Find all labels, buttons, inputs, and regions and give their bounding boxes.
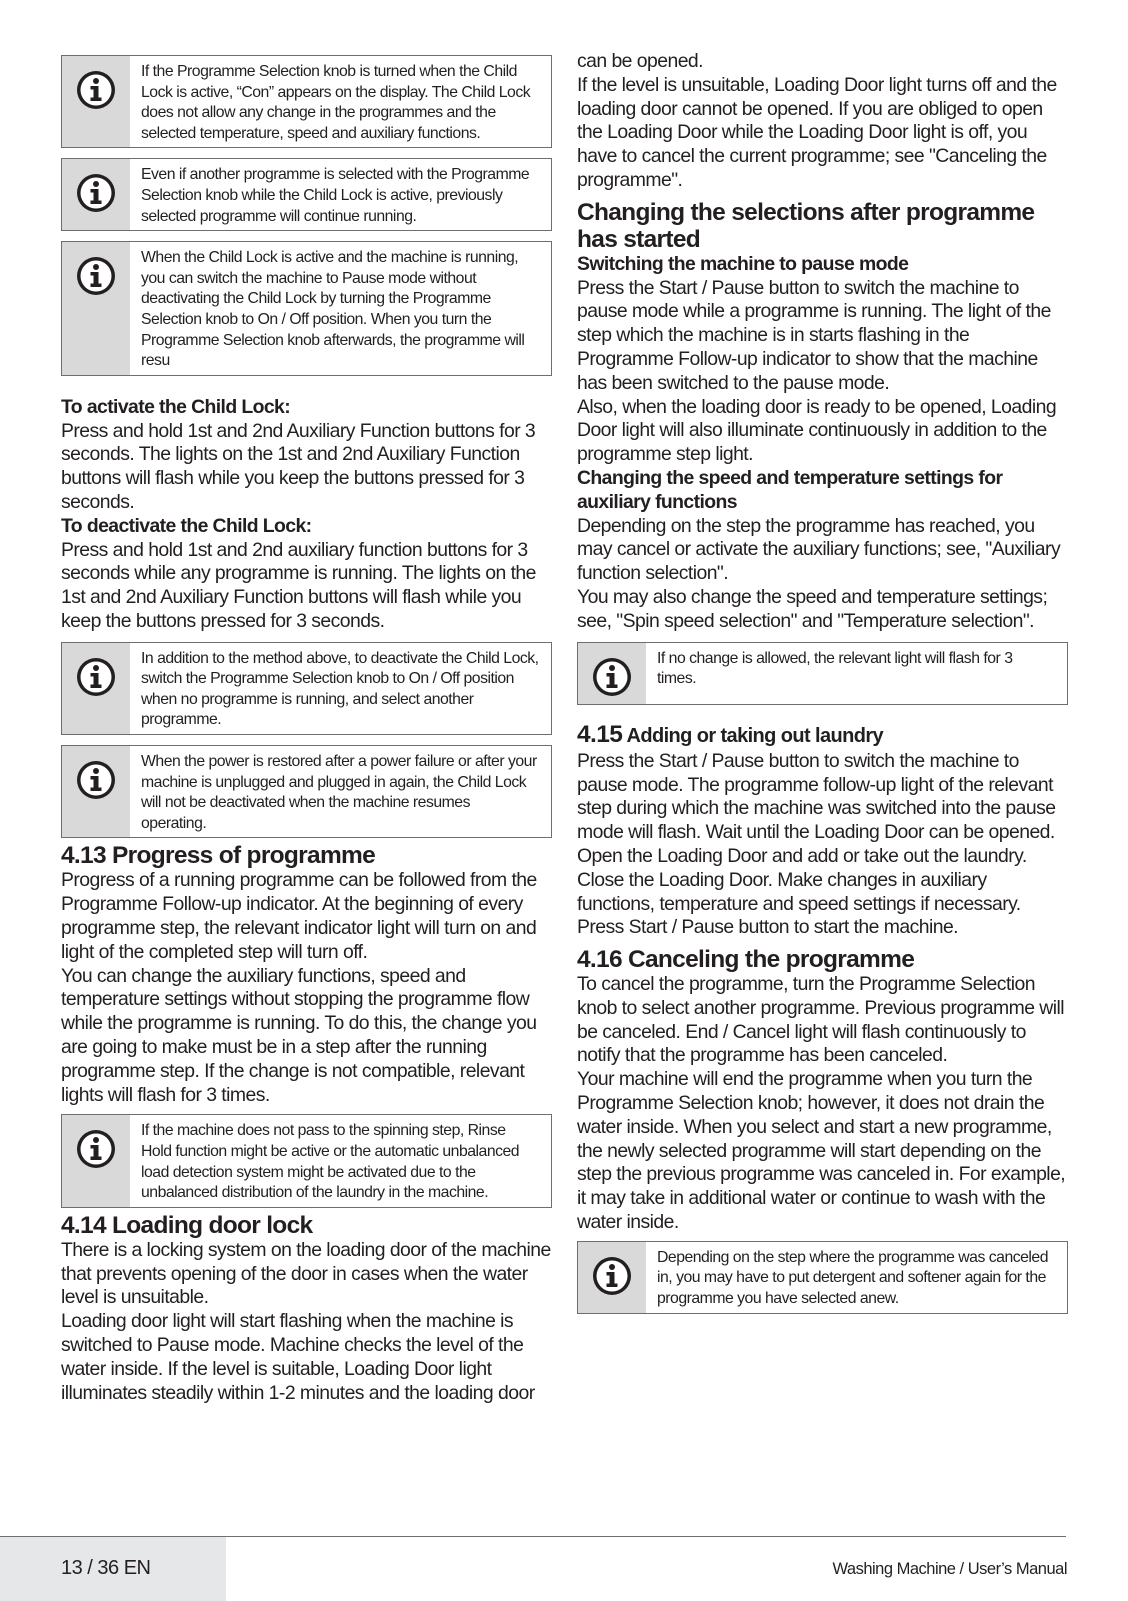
info-note-2 [61,158,552,231]
pause-mode-heading: Switching the machine to pause mode [577,252,909,275]
info-icon [592,657,632,697]
speed-temp-para-1: Depending on the step the programme has reached, you may cancel or activate the auxiliary functions; see, "Auxiliary function selection". [577,514,1061,585]
section-4-16-para-2: Your machine will end the programme when you turn the Programme Selection knob; however, it does not drain the water inside. When you select and start a new programme, the newly selected programme will start depending on the step the previous programme was canceled in. For example, it may take in additional water or continue to wash with the water inside. [577,1068,1066,1234]
info-note-text: Depending on the step where the programme was canceled in, you may have to put detergent and softener again for the programme you have selected anew. [657,1248,1048,1308]
info-note-text: In addition to the method above, to deactivate the Child Lock, switch the Programme Selection knob to On / Off position when no programme is running, and select another programme. [141,649,539,729]
section-4-14-para-1: There is a locking system on the loading door of the machine that prevents opening of the door in cases when the water level is unsuitable. [61,1238,551,1309]
info-icon-cell [578,1242,647,1313]
info-icon-cell [62,643,131,734]
info-icon [76,173,116,213]
left-column [61,55,552,1405]
info-icon-cell [578,643,647,704]
speed-temp-para-2: You may also change the speed and temperature settings; see, "Spin speed selection" and "Temperature selection". [577,585,1048,632]
activate-child-lock-text: Press and hold 1st and 2nd Auxiliary Function buttons for 3 seconds. The lights on the 1st and 2nd Auxiliary Function buttons will flash while you keep the buttons pressed for 3 seconds. [61,419,536,513]
section-4-15-title-text: Adding or taking out laundry [626,724,884,747]
section-4-13-para-1: Progress of a running programme can be followed from the Programme Follow-up indicator. At the beginning of every programme step, the relevant indicator light will turn on and light of the completed step will turn off. [61,869,537,963]
changing-selections-title: Changing the selections after programme has started [577,198,1035,253]
page-number: 13 / 36 EN [61,1557,151,1579]
speed-temp-heading: Changing the speed and temperature settings for auxiliary functions [577,466,1003,513]
document-title: Washing Machine / User’s Manual [832,1560,1067,1578]
deactivate-child-lock-text: Press and hold 1st and 2nd auxiliary function buttons for 3 seconds while any programme is running. The lights on the 1st and 2nd Auxiliary Function buttons will flash while you keep the buttons pressed for 3 seconds. [61,538,536,632]
info-note-text: When the power is restored after a power failure or after your machine is unplugged and plugged in again, the Child Lock will not be deactivated when the machine resumes operating. [141,753,537,832]
pause-mode-para-2: Also, when the loading door is ready to be opened, Loading Door light will also illuminate continuously in addition to the programme step light. [577,395,1057,466]
section-4-14-para-4: If the level is unsuitable, Loading Door light turns off and the loading door cannot be opened. If you are obliged to open the Loading Door while the Loading Door light is off, you have to cancel the current programme; see "Canceling the programme". [577,73,1057,191]
section-4-14-para-3: can be opened. [577,50,703,72]
info-icon-cell [62,56,131,147]
section-4-15-title [577,721,1068,750]
info-icon-cell [62,159,131,230]
info-icon [76,657,116,697]
info-note-7 [577,642,1068,705]
info-note-text: When the Child Lock is active and the machine is running, you can switch the machine to Pause mode without deactivating the Child Lock by turning the Programme Selection knob to On / Off position. When you turn the Programme Selection knob afterwards, the programme will resu [141,249,525,370]
info-note-6 [61,1114,552,1207]
info-note-5 [61,745,552,838]
info-note-4 [61,642,552,735]
section-4-13-title: 4.13 Progress of programme [61,842,376,870]
info-note-text: If the machine does not pass to the spinning step, Rinse Hold function might be active or the automatic unbalanced load detection system might be activated due to the unbalanced distribution of the laundry in the machine. [141,1122,520,1202]
section-4-16-para-1: To cancel the programme, turn the Programme Selection knob to select another programme. Previous programme will be canceled. End / Cancel light will flash continuously to notify that the programme has been canceled. [577,973,1065,1067]
right-column [577,50,1068,1324]
info-icon [76,760,116,800]
info-icon [76,256,116,296]
info-icon [76,1129,116,1169]
section-4-14-para-2: Loading door light will start flashing when the machine is switched to Pause mode. Machine checks the level of the water inside. If the level is suitable, Loading Door light illuminates steadily within 1-2 minutes and the loading door [61,1310,535,1404]
info-note-1 [61,55,552,148]
info-icon-cell [62,1115,131,1206]
section-4-14-title: 4.14 Loading door lock [61,1211,313,1239]
info-icon-cell [62,746,131,837]
info-note-text: If the Programme Selection knob is turned when the Child Lock is active, “Con” appears on the display. The Child Lock does not allow any change in the programmes and the selected temperature, speed and auxiliary functions. [141,63,531,142]
info-icon [592,1256,632,1296]
info-icon [76,70,116,110]
deactivate-child-lock-heading: To deactivate the Child Lock: [61,514,312,537]
section-4-15-para-1: Press the Start / Pause button to switch the machine to pause mode. The programme follow-up light of the relevant step during which the machine was switched into the pause mode will flash. Wait until the Loading Door can be opened. Open the Loading Door and add or take out the laundry. Close the Loading Door. Make changes in auxiliary functions, temperature and speed settings if necessary. Press Start / Pause button to start the machine. [577,749,1056,939]
section-4-15-number: 4.15 [577,720,623,748]
section-4-16-title: 4.16 Canceling the programme [577,946,915,974]
info-note-text: If no change is allowed, the relevant light will flash for 3 times. [657,649,1013,688]
activate-child-lock-heading: To activate the Child Lock: [61,395,291,418]
info-note-3 [61,241,552,376]
info-icon-cell [62,242,131,375]
pause-mode-para-1: Press the Start / Pause button to switch the machine to pause mode while a programme is running. The light of the step which the machine is in starts flashing in the Programme Follow-up indicator to show that the machine has been switched to the pause mode. [577,276,1051,394]
info-note-text: Even if another programme is selected with the Programme Selection knob while the Child Lock is active, previously selected programme will continue running. [141,166,530,225]
info-note-8 [577,1241,1068,1314]
section-4-13-para-2: You can change the auxiliary functions, speed and temperature settings without stopping the programme flow while the programme is running. To do this, the change you are going to make must be in a step after the running programme step. If the change is not compatible, relevant lights will flash for 3 times. [61,964,537,1106]
